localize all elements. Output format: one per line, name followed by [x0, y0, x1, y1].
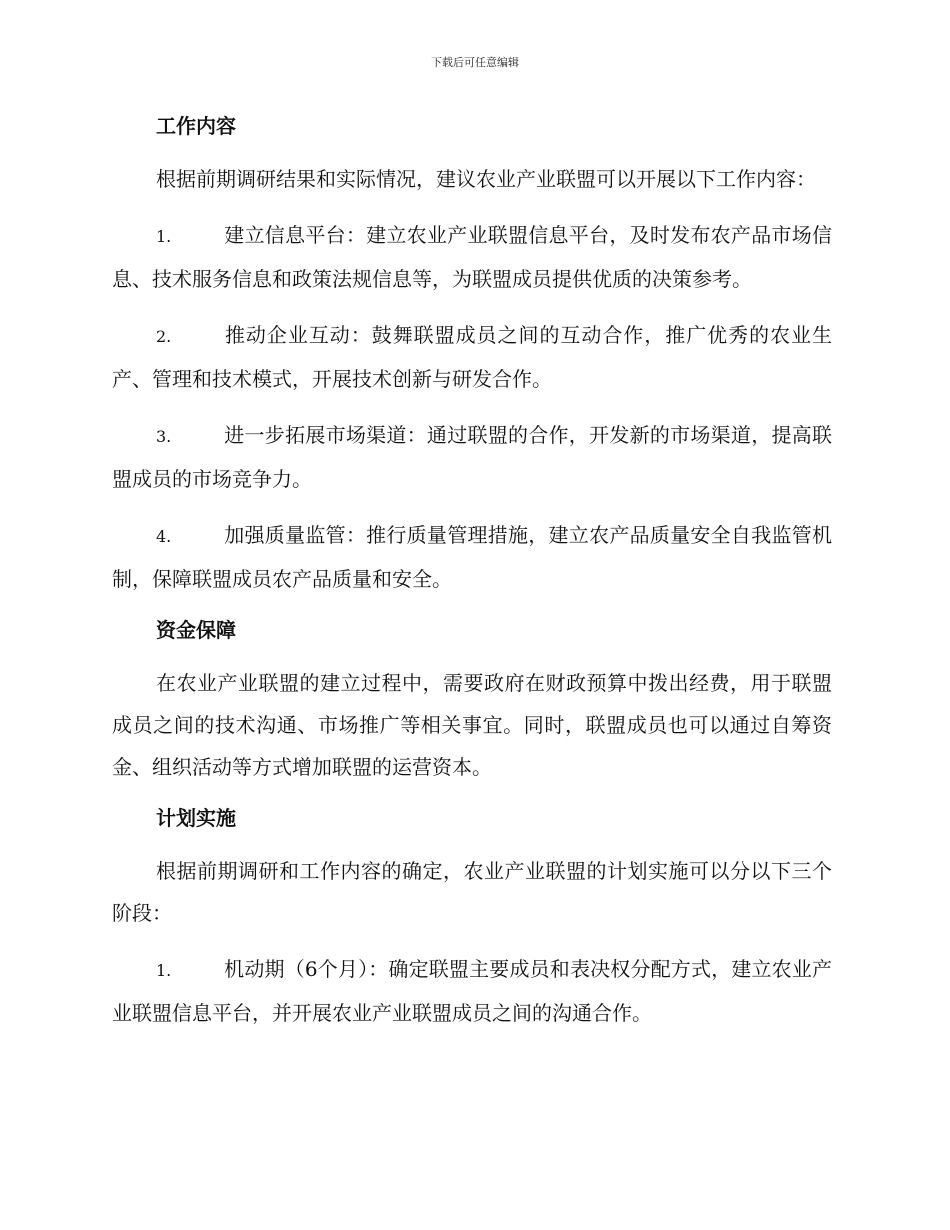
funding-paragraph: 在农业产业联盟的建立过程中，需要政府在财政预算中拨出经费，用于联盟成员之间的技术沟通、市场推广等相关事宜。同时，联盟成员也可以通过自筹资金、组织活动等方式增加联盟的运营资本。	[112, 671, 832, 779]
section-heading-plan: 计划实施	[156, 806, 236, 830]
list-item-text: 进一步拓展市场渠道：通过联盟的合作，开发新的市场渠道，提高联盟成员的市场竞争力。	[112, 423, 832, 491]
list-item-text: 推动企业互动：鼓舞联盟成员之间的互动合作，推广优秀的农业生产、管理和技术模式，开展技术创新与研发合作。	[112, 323, 832, 391]
list-item-text: 机动期（6个月）：确定联盟主要成员和表决权分配方式，建立农业产业联盟信息平台，并开展农业产业联盟成员之间的沟通合作。	[112, 957, 832, 1025]
work-list-item	[112, 314, 832, 400]
work-intro-paragraph: 根据前期调研结果和实际情况，建议农业产业联盟可以开展以下工作内容：	[156, 167, 816, 191]
list-number: 4.	[156, 527, 172, 546]
list-item-text: 建立信息平台：建立农业产业联盟信息平台，及时发布农产品市场信息、技术服务信息和政策法规信息等，为联盟成员提供优质的决策参考。	[112, 223, 832, 291]
list-number: 2.	[156, 327, 172, 346]
document-body	[112, 108, 832, 1034]
list-number: 3.	[156, 427, 172, 446]
work-list-item	[112, 514, 832, 600]
work-list-item	[112, 414, 832, 500]
work-list-item	[112, 214, 832, 300]
list-item-text: 加强质量监管：推行质量管理措施，建立农产品质量安全自我监管机制，保障联盟成员农产品质量和安全。	[112, 523, 832, 591]
list-number: 1.	[156, 227, 172, 246]
section-heading-funding: 资金保障	[156, 618, 236, 642]
section-heading-work: 工作内容	[156, 114, 236, 138]
plan-intro-paragraph: 根据前期调研和工作内容的确定，农业产业联盟的计划实施可以分以下三个阶段：	[112, 859, 832, 925]
list-number: 1.	[156, 961, 172, 980]
plan-list-item	[112, 948, 832, 1034]
page-header-note: 下载后可任意编辑	[431, 56, 519, 69]
